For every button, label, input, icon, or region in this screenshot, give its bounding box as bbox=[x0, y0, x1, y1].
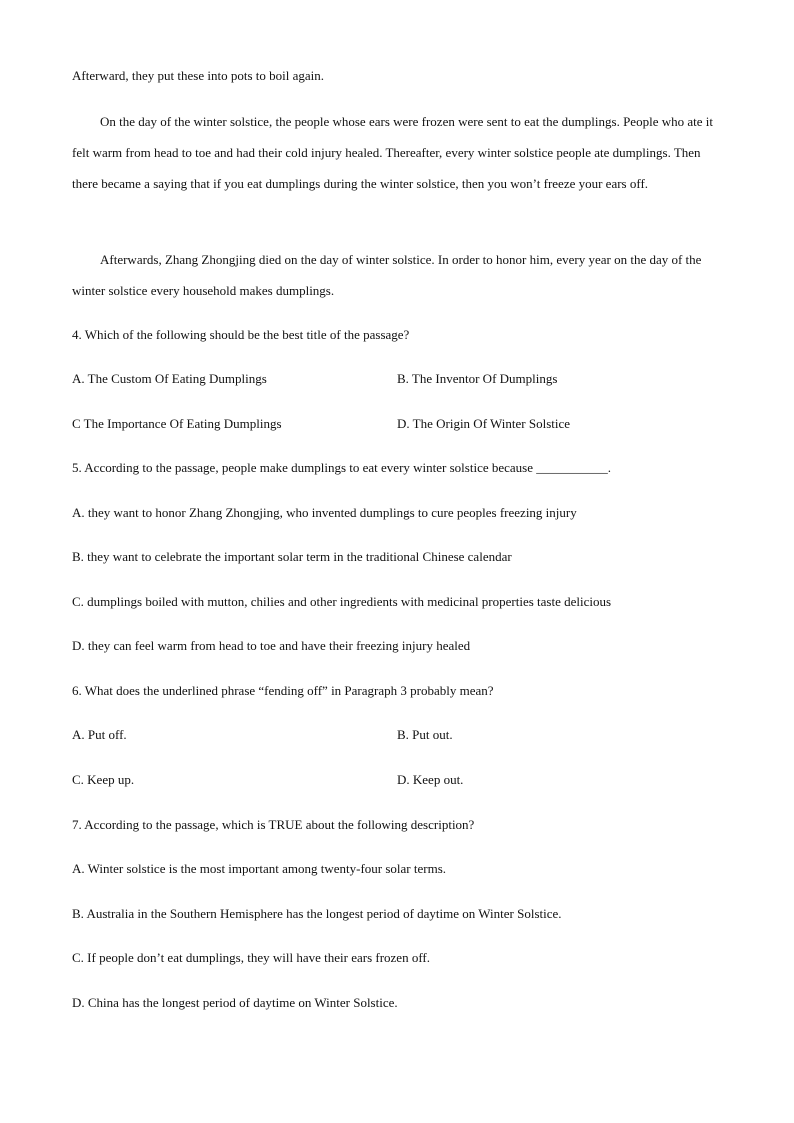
question-6-option-c[interactable]: C. Keep up. bbox=[72, 772, 135, 787]
question-6-option-a[interactable]: A. Put off. bbox=[72, 727, 127, 742]
question-4-option-c[interactable]: C The Importance Of Eating Dumplings bbox=[72, 416, 282, 431]
question-7-option-d[interactable]: D. China has the longest period of daytime on Winter Solstice. bbox=[72, 995, 398, 1010]
passage-paragraph-0: Afterward, they put these into pots to boil again. bbox=[72, 68, 325, 83]
question-7-option-c[interactable]: C. If people don’t eat dumplings, they will have their ears frozen off. bbox=[72, 950, 431, 965]
question-4-stem: 4. Which of the following should be the best title of the passage? bbox=[72, 327, 410, 342]
passage-paragraph-2: Afterwards, Zhang Zhongjing died on the day of winter solstice. In order to honor him, every year on the day of the winter solstice every household makes dumplings. bbox=[72, 252, 702, 298]
question-5-option-d[interactable]: D. they can feel warm from head to toe and have their freezing injury healed bbox=[72, 638, 471, 653]
question-5-option-b[interactable]: B. they want to celebrate the important solar term in the traditional Chinese calendar bbox=[72, 549, 512, 564]
question-7-option-a[interactable]: A. Winter solstice is the most important among twenty-four solar terms. bbox=[72, 861, 447, 876]
question-6-stem: 6. What does the underlined phrase “fending off” in Paragraph 3 probably mean? bbox=[72, 683, 494, 698]
question-7-option-b[interactable]: B. Australia in the Southern Hemisphere has the longest period of daytime on Winter Solstice. bbox=[72, 906, 562, 921]
question-4-option-b[interactable]: B. The Inventor Of Dumplings bbox=[397, 371, 558, 386]
question-6-option-b[interactable]: B. Put out. bbox=[397, 727, 453, 742]
question-5-option-a[interactable]: A. they want to honor Zhang Zhongjing, who invented dumplings to cure peoples freezing injury bbox=[72, 505, 577, 520]
question-5-option-c[interactable]: C. dumplings boiled with mutton, chilies and other ingredients with medicinal properties taste delicious bbox=[72, 594, 612, 609]
question-5-stem: 5. According to the passage, people make dumplings to eat every winter solstice because ___________. bbox=[72, 460, 611, 475]
question-7-stem: 7. According to the passage, which is TRUE about the following description? bbox=[72, 817, 475, 832]
passage-paragraph-1: On the day of the winter solstice, the people whose ears were frozen were sent to eat the dumplings. People who ate it felt warm from head to toe and had their cold injury healed. Thereafter, every winter solstice people ate dumplings. Then there became a saying that if you eat dumplings during the winter solstice, then you won’t freeze your ears off. bbox=[72, 114, 713, 191]
question-4-option-d[interactable]: D. The Origin Of Winter Solstice bbox=[397, 416, 571, 431]
question-4-option-a[interactable]: A. The Custom Of Eating Dumplings bbox=[72, 371, 267, 386]
question-6-option-d[interactable]: D. Keep out. bbox=[397, 772, 464, 787]
